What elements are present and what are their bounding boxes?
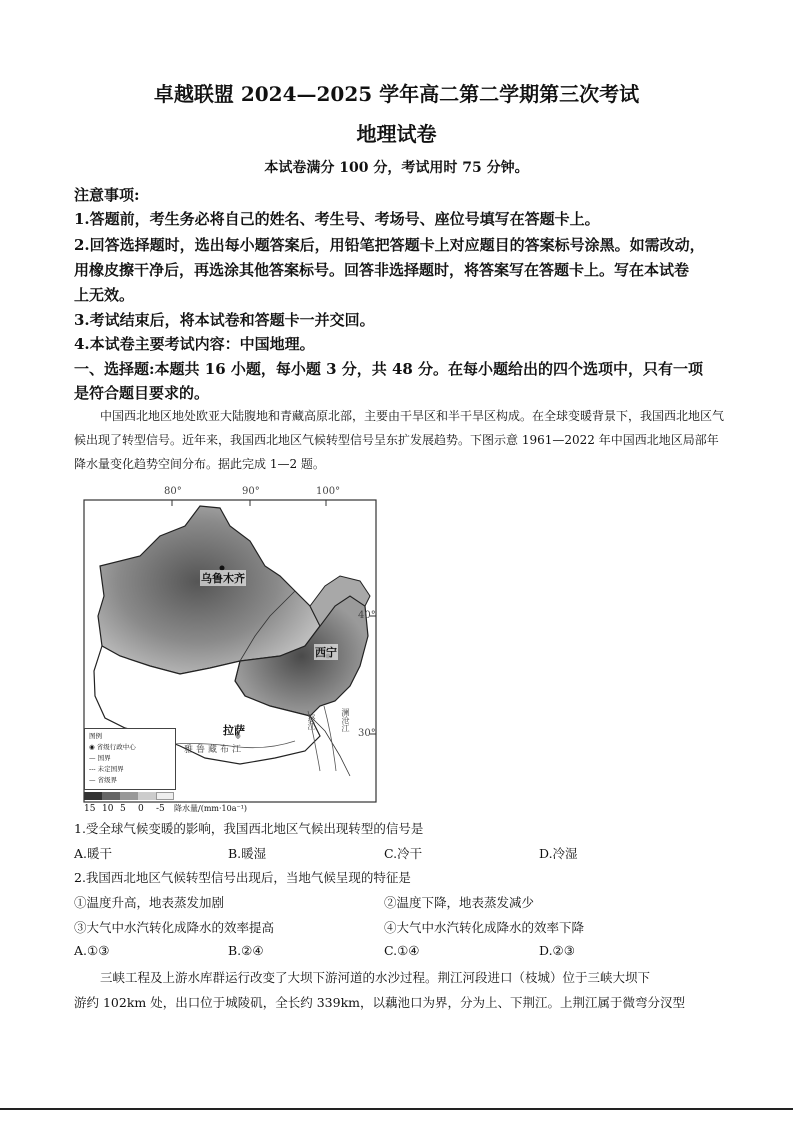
scale-tick-neg5: -5 bbox=[156, 804, 165, 814]
passage-1 bbox=[74, 404, 724, 476]
lon-label-100: 100° bbox=[316, 486, 341, 497]
river-label-nu: 怒江 bbox=[307, 714, 316, 730]
q2-stem: 2.我国西北地区气候转型信号出现后，当地气候呈现的特征是 bbox=[74, 870, 411, 885]
notice-item-2c: 上无效。 bbox=[74, 286, 135, 304]
notice-item-2b: 用橡皮擦干净后，再选涂其他答案标号。回答非选择题时，将答案写在答题卡上。写在本试卷 bbox=[74, 261, 690, 279]
notices-heading: 注意事项: bbox=[74, 186, 140, 204]
q1-stem: 1.受全球气候变暖的影响，我国西北地区气候出现转型的信号是 bbox=[74, 821, 424, 836]
subject-title: 地理试卷 bbox=[356, 122, 437, 146]
q1-option-b: B.暖湿 bbox=[228, 846, 267, 861]
city-label-lhasa: 拉萨 bbox=[223, 724, 245, 737]
legend-undefined-label: 未定国界 bbox=[97, 765, 124, 773]
exam-title: 卓越联盟 2024—2025 学年高二第二学期第三次考试 bbox=[153, 82, 640, 106]
q2-statement-2: ②温度下降，地表蒸发减少 bbox=[384, 895, 535, 910]
river-label-lancang: 澜沧江 bbox=[341, 708, 350, 732]
lon-label-80: 80° bbox=[164, 486, 182, 497]
notice-item-2a: 2.回答选择题时，选出每小题答案后，用铅笔把答题卡上对应题目的答案标号涂黑。如需改动， bbox=[74, 236, 705, 254]
q1-option-c: C.冷干 bbox=[384, 846, 423, 861]
q2-statement-4: ④大气中水汽转化成降水的效率下降 bbox=[384, 920, 585, 935]
scale-tick-10: 10 bbox=[102, 804, 114, 814]
legend-provincial: — 省级界 bbox=[89, 776, 118, 784]
legend-capital-label: 省级行政中心 bbox=[96, 743, 136, 751]
section-heading-2: 是符合题目要求的。 bbox=[74, 384, 210, 402]
scale-tick-0: 0 bbox=[138, 804, 144, 814]
lat-label-30: 30° bbox=[358, 728, 376, 739]
legend-title: 图例 bbox=[89, 732, 102, 740]
legend-national-label: 国界 bbox=[97, 754, 111, 762]
q2-option-d: D.②③ bbox=[539, 943, 575, 958]
scale-tick-15: 15 bbox=[84, 804, 96, 814]
passage-2-line-2: 游约 102km 处，出口位于城陵矶，全长约 339km，以藕池口为界，分为上、下荆江。上荆江属于微弯分汊型 bbox=[74, 995, 685, 1010]
passage-1-text: 中国西北地区地处欧亚大陆腹地和青藏高原北部，主要由干旱区和半干旱区构成。在全球变暖背景下，我国西北地区气候出现了转型信号。近年来，我国西北地区气候转型信号呈东扩发展趋势。下图示意 1961—2022 年中国西北地区局部年降水量变化趋势空间分布。据此完成 1—2 题。 bbox=[74, 409, 725, 471]
notice-item-3: 3.考试结束后，将本试卷和答题卡一并交回。 bbox=[74, 311, 375, 329]
city-label-xining: 西宁 bbox=[315, 646, 337, 659]
legend-provincial-label: 省级界 bbox=[97, 776, 118, 784]
legend-undefined: --- 未定国界 bbox=[89, 765, 124, 773]
lon-label-90: 90° bbox=[242, 486, 260, 497]
lat-label-40: 40° bbox=[358, 610, 376, 621]
notice-item-1: 1.答题前，考生务必将自己的姓名、考生号、考场号、座位号填写在答题卡上。 bbox=[74, 210, 600, 228]
scale-tick-5: 5 bbox=[120, 804, 126, 814]
precipitation-scale bbox=[84, 792, 247, 814]
precipitation-trend-map bbox=[80, 486, 380, 814]
q2-statement-1: ①温度升高，地表蒸发加剧 bbox=[74, 895, 225, 910]
legend-national: — 国界 bbox=[89, 754, 111, 762]
river-label-yarlung: 雅鲁藏布江 bbox=[184, 745, 245, 755]
q1-option-d: D.冷湿 bbox=[539, 846, 578, 861]
scale-unit: 降水量/(mm·10a⁻¹) bbox=[174, 804, 248, 813]
q1-option-a: A.暖干 bbox=[74, 846, 113, 861]
passage-2-line-1: 三峡工程及上游水库群运行改变了大坝下游河道的水沙过程。荆江河段进口（枝城）位于三峡大坝下 bbox=[100, 970, 651, 985]
score-info: 本试卷满分 100 分，考试用时 75 分钟。 bbox=[264, 160, 529, 176]
q2-option-b: B.②④ bbox=[228, 943, 264, 958]
section-heading-1: 一、选择题:本题共 16 小题，每小题 3 分，共 48 分。在每小题给出的四个选项中，只有一项 bbox=[74, 360, 704, 378]
legend-capital: ◉ 省级行政中心 bbox=[89, 743, 136, 751]
q2-option-a: A.①③ bbox=[74, 943, 110, 958]
city-label-urumqi: 乌鲁木齐 bbox=[201, 572, 245, 585]
notice-item-4: 4.本试卷主要考试内容：中国地理。 bbox=[74, 335, 315, 353]
map-legend bbox=[84, 728, 176, 790]
q2-option-c: C.①④ bbox=[384, 943, 420, 958]
bottom-rule bbox=[0, 1108, 793, 1110]
q2-statement-3: ③大气中水汽转化成降水的效率提高 bbox=[74, 920, 275, 935]
